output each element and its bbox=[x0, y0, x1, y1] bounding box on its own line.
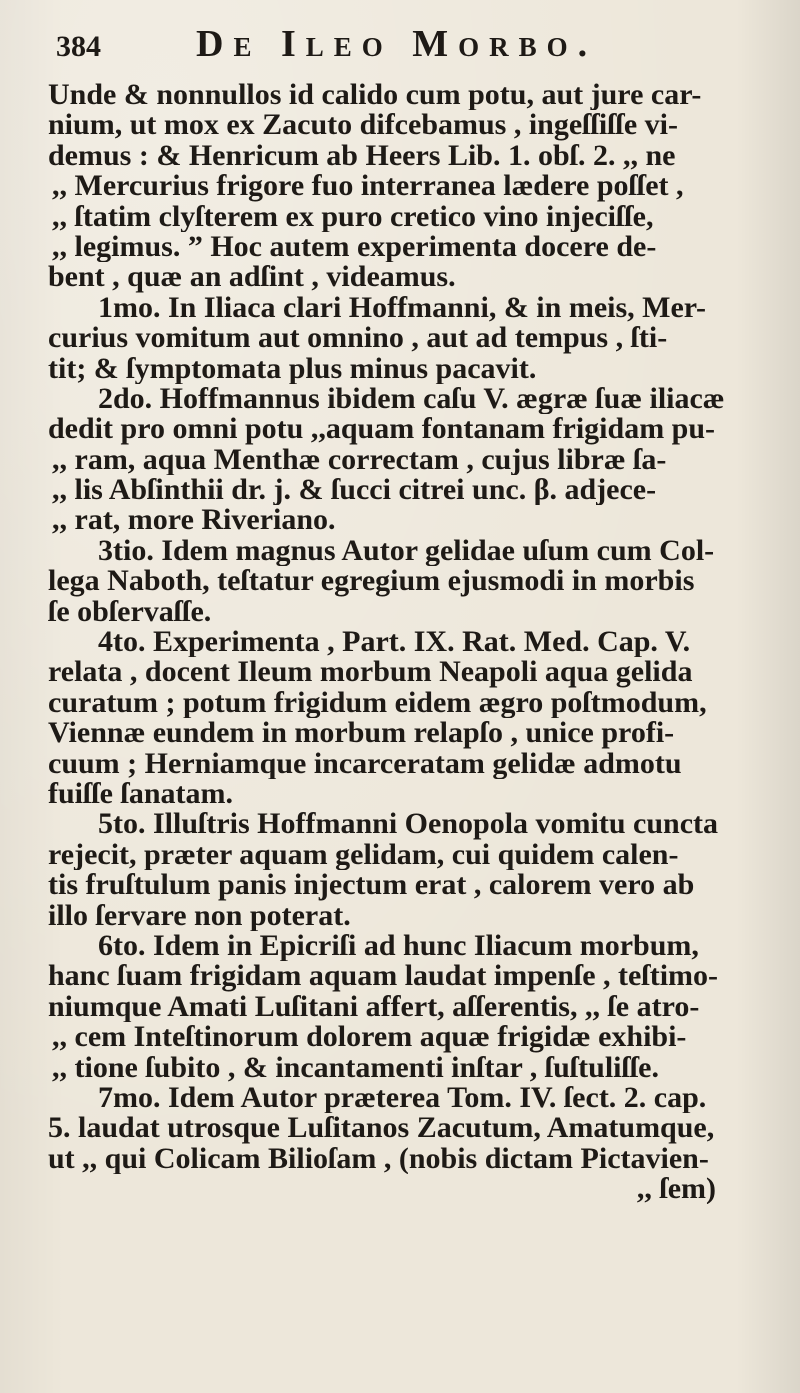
text-line: Viennæ eundem in morbum relapſo , unice profi- bbox=[48, 718, 675, 749]
text-line: 3tio. Idem magnus Autor gelidae uſum cum Col- bbox=[98, 535, 715, 567]
text-line: ,, ſtatim clyſterem ex puro cretico vino injeciſſe, bbox=[52, 201, 654, 232]
text-line: cuum ; Herniamque incarceratam gelidæ admotu bbox=[48, 748, 682, 779]
text-line: ,, Mercurius frigore fuo interranea lædere poſſet , bbox=[52, 171, 684, 202]
body-text bbox=[48, 80, 756, 1204]
text-line: tit; & ſymptomata plus minus pacavit. bbox=[48, 353, 537, 384]
page-number: 384 bbox=[56, 30, 101, 63]
text-line: 5to. Illuſtris Hoffmanni Oenopola vomitu cuncta bbox=[98, 809, 719, 840]
running-head bbox=[48, 22, 756, 80]
text-line: curatum ; potum frigidum eidem ægro poſtmodum, bbox=[48, 687, 707, 719]
text-line: niumque Amati Luſitani affert, aſſerentis, ,, ſe atro- bbox=[48, 991, 700, 1023]
text-line: bent , quæ an adſint , videamus. bbox=[48, 262, 456, 293]
text-line: rejecit, præter aquam gelidam, cui quidem calen- bbox=[48, 839, 679, 871]
text-line: 1mo. In Iliaca clari Hoffmanni, & in meis, Mer- bbox=[98, 292, 706, 324]
text-line: 2do. Hoffmannus ibidem caſu V. ægræ ſuæ iliacæ bbox=[98, 383, 725, 415]
text-line: ,, tione ſubito , & incantamenti inſtar , ſuſtuliſſe. bbox=[52, 1052, 659, 1083]
text-line: ſe obſervaſſe. bbox=[48, 596, 212, 628]
text-line: lega Naboth, teſtatur egregium ejusmodi in morbis bbox=[48, 566, 695, 597]
text-line: ,, lis Abſinthii dr. j. & ſucci citrei unc. β. adjece- bbox=[52, 475, 657, 506]
text-line: nium, ut mox ex Zacuto difcebamus , ingeſſiſſe vi- bbox=[48, 110, 678, 141]
text-line: curius vomitum aut omnino , aut ad tempus , ſti- bbox=[48, 323, 668, 354]
text-line: tis fruſtulum panis injectum erat , calorem vero ab bbox=[48, 870, 695, 901]
text-line: ,, legimus. ” Hoc autem experimenta docere de- bbox=[52, 231, 657, 263]
text-line: relata , docent Ileum morbum Neapoli aqua gelida bbox=[48, 657, 693, 688]
text-line: 5. laudat utrosque Luſitanos Zacutum, Amatumque, bbox=[48, 1113, 715, 1144]
text-line: demus : & Henricum ab Heers Lib. 1. obſ. 2. ,, ne bbox=[48, 140, 676, 172]
text-line: ,, rat, more Riveriano. bbox=[52, 505, 336, 536]
text-line: dedit pro omni potu ,,aquam fontanam frigidam pu- bbox=[48, 414, 716, 445]
catchword-line: ,, ſem) bbox=[636, 1174, 716, 1205]
text-line: 6to. Idem in Epicriſi ad hunc Iliacum morbum, bbox=[98, 930, 699, 962]
text-line: ,, ram, aqua Menthæ correctam , cujus libræ ſa- bbox=[52, 444, 667, 476]
text-line: illo ſervare non poterat. bbox=[48, 900, 351, 931]
running-title: De Ileo Morbo. bbox=[196, 23, 598, 65]
text-line: 4to. Experimenta , Part. IX. Rat. Med. Cap. V. bbox=[98, 627, 691, 658]
text-line: ut ,, qui Colicam Bilioſam , (nobis dictam Pictavien- bbox=[48, 1143, 709, 1175]
text-line: hanc ſuam frigidam aquam laudat impenſe , teſtimo- bbox=[48, 961, 719, 992]
text-line: 7mo. Idem Autor præterea Tom. IV. ſect. 2. cap. bbox=[98, 1082, 707, 1114]
text-line: ,, cem Inteſtinorum dolorem aquæ frigidæ exhibi- bbox=[52, 1022, 687, 1053]
text-line: Unde & nonnullos id calido cum potu, aut jure car- bbox=[48, 80, 702, 111]
text-line: fuiſſe ſanatam. bbox=[48, 778, 233, 810]
